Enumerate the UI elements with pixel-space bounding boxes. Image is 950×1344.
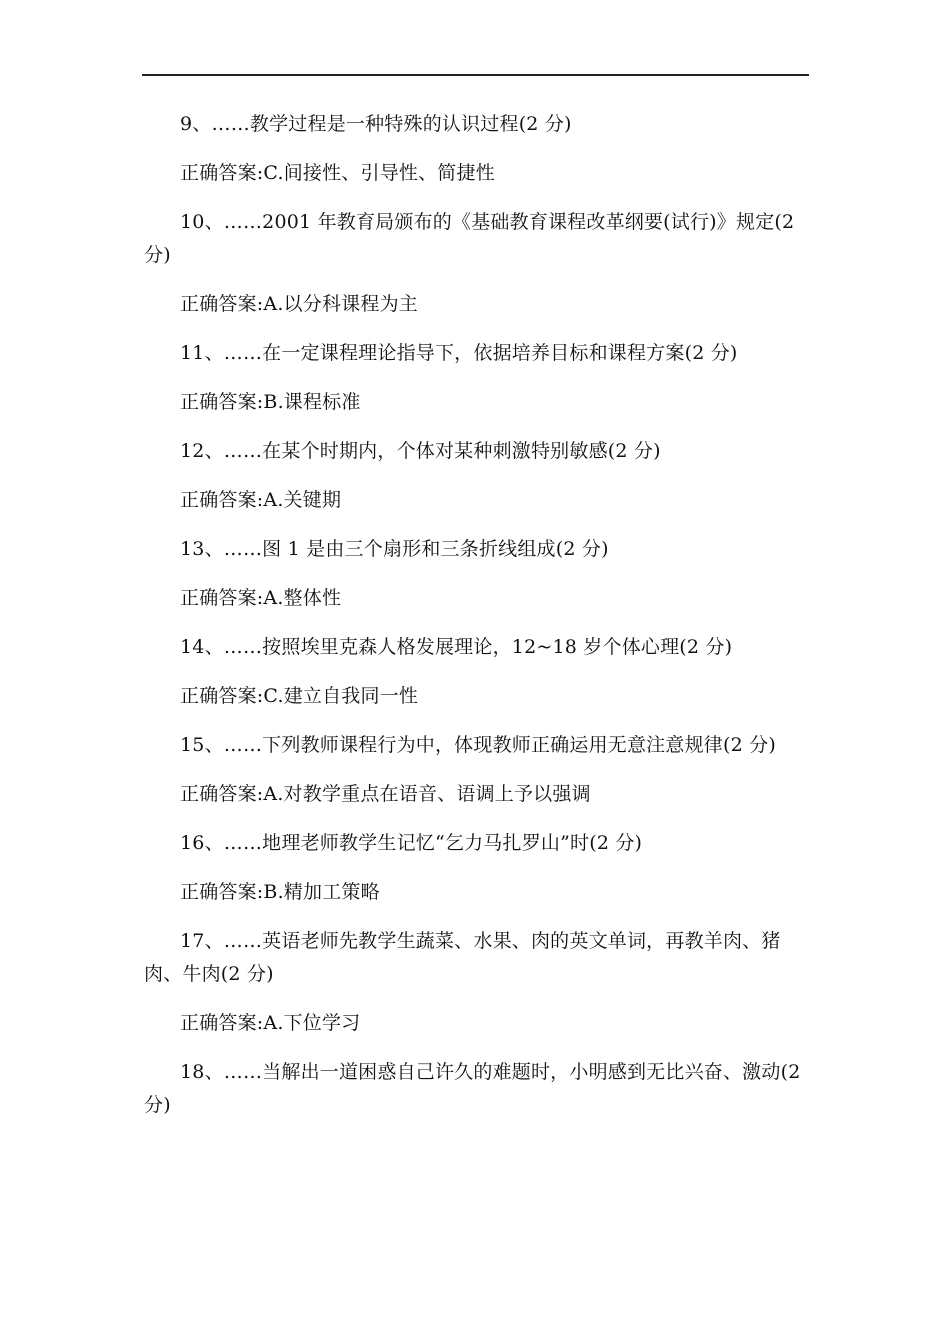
answer-10: 正确答案:A.以分科课程为主 xyxy=(180,293,418,315)
question-10: 10、……2001 年教育局颁布的《基础教育课程改革纲要(试行)》规定(2 分) xyxy=(144,211,795,266)
question-15: 15、……下列教师课程行为中，体现教师正确运用无意注意规律(2 分) xyxy=(180,734,776,756)
question-13: 13、……图 1 是由三个扇形和三条折线组成(2 分) xyxy=(180,538,609,560)
question-16: 16、……地理老师教学生记忆“乞力马扎罗山”时(2 分) xyxy=(180,832,643,854)
question-11: 11、……在一定课程理论指导下，依据培养目标和课程方案(2 分) xyxy=(180,342,738,364)
answer-17: 正确答案:A.下位学习 xyxy=(180,1012,361,1034)
question-18: 18、……当解出一道困惑自己许久的难题时，小明感到无比兴奋、激动(2 分) xyxy=(144,1061,801,1116)
header-rule xyxy=(142,74,809,76)
answer-16: 正确答案:B.精加工策略 xyxy=(180,881,380,903)
question-9: 9、……教学过程是一种特殊的认识过程(2 分) xyxy=(180,113,572,135)
answer-15: 正确答案:A.对教学重点在语音、语调上予以强调 xyxy=(180,783,591,805)
question-list xyxy=(144,108,808,1138)
question-14: 14、……按照埃里克森人格发展理论，12~18 岁个体心理(2 分) xyxy=(180,636,733,658)
answer-13: 正确答案:A.整体性 xyxy=(180,587,342,609)
question-17: 17、……英语老师先教学生蔬菜、水果、肉的英文单词，再教羊肉、猪肉、牛肉(2 分) xyxy=(144,930,781,985)
question-12: 12、……在某个时期内，个体对某种刺激特别敏感(2 分) xyxy=(180,440,661,462)
answer-14: 正确答案:C.建立自我同一性 xyxy=(180,685,419,707)
answer-12: 正确答案:A.关键期 xyxy=(180,489,342,511)
answer-9: 正确答案:C.间接性、引导性、简捷性 xyxy=(180,162,495,184)
answer-11: 正确答案:B.课程标准 xyxy=(180,391,361,413)
